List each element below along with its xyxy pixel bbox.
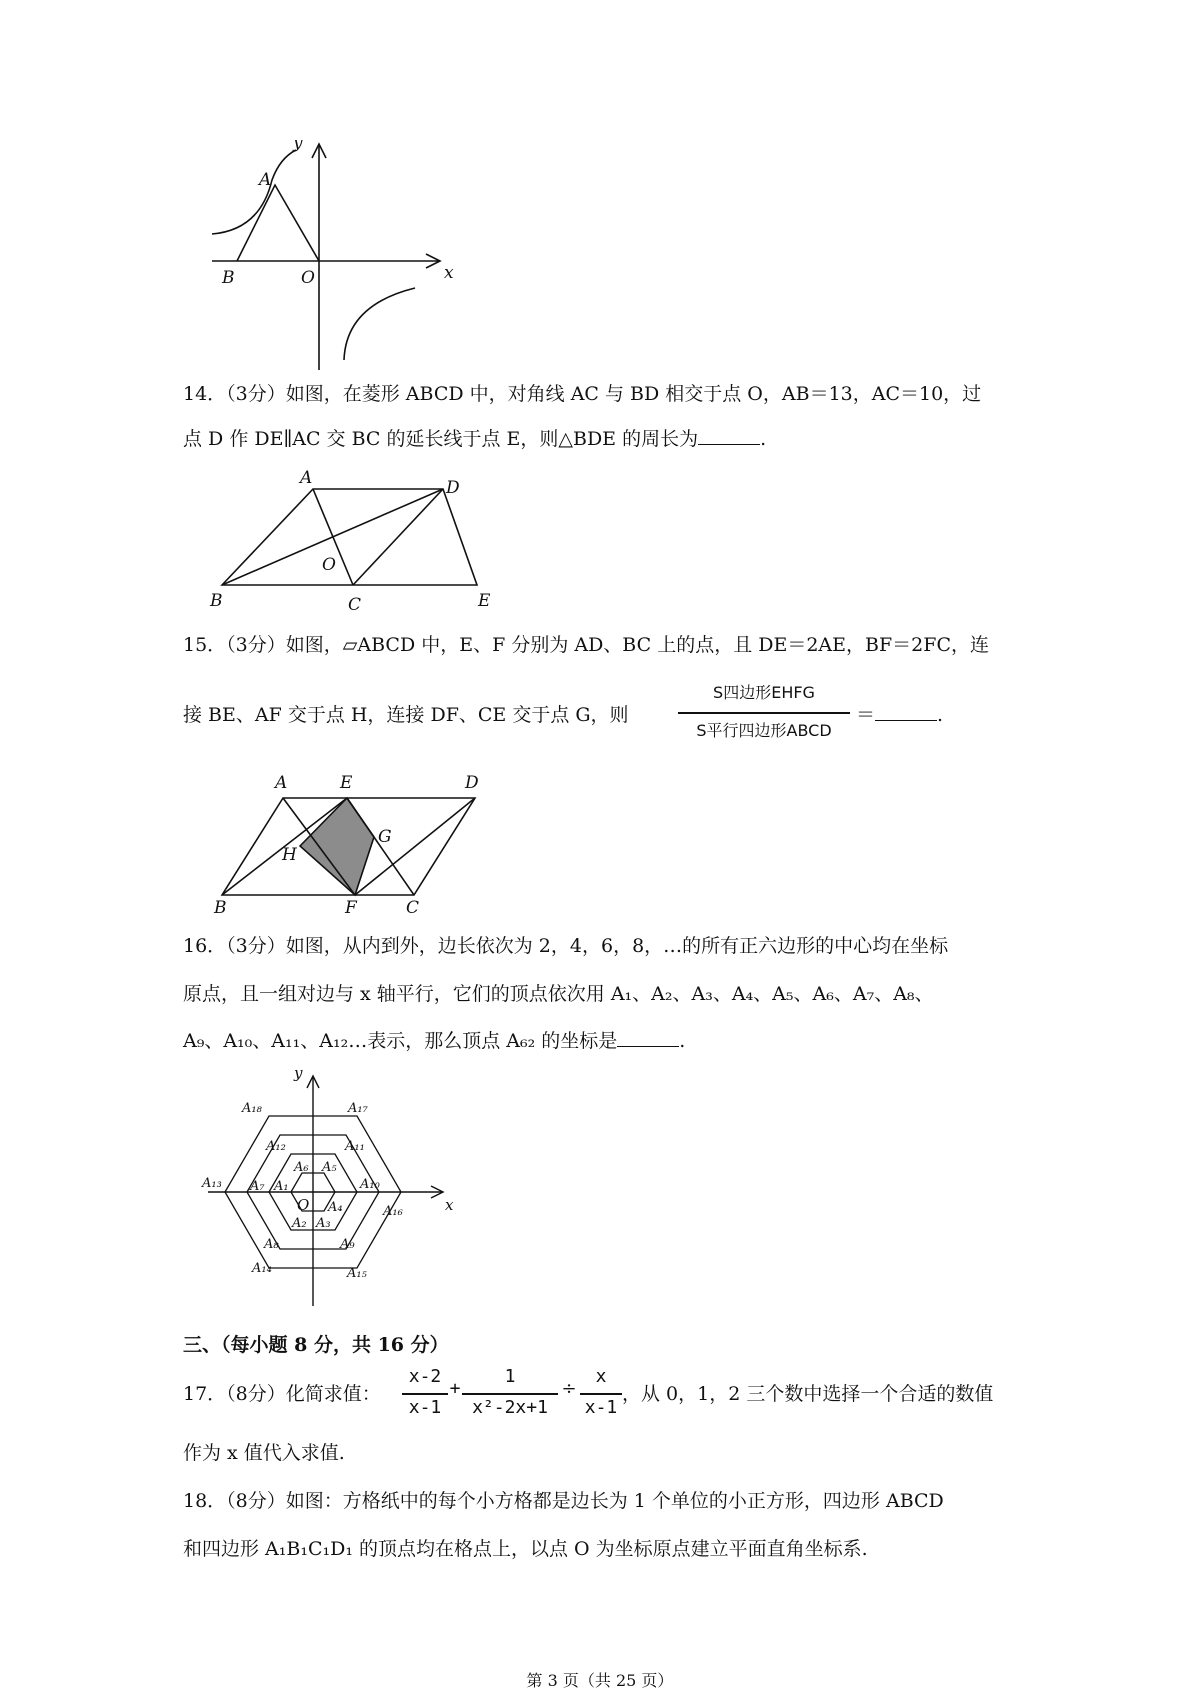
vertex-label-a10: A₁₀ [360, 1177, 380, 1192]
q17-f3-bar [580, 1393, 622, 1395]
point-label-e: E [340, 773, 353, 793]
q14-line-1: 14．（3分）如图，在菱形 ABCD 中，对角线 AC 与 BD 相交于点 O，AB＝13，AC＝10，过 [183, 383, 982, 405]
point-label-d: D [446, 478, 460, 498]
q17-f3-denominator: x-1 [584, 1397, 618, 1418]
point-label-a: A [300, 468, 313, 488]
vertex-label-a3: A₃ [316, 1216, 331, 1231]
vertex-label-a17: A₁₇ [348, 1101, 368, 1116]
vertex-label-a18: A₁₈ [242, 1101, 262, 1116]
vertex-label-a8: A₈ [264, 1237, 279, 1252]
vertex-label-a9: A₉ [340, 1237, 355, 1252]
q15-period: . [937, 704, 944, 726]
vertex-label-a4: A₄ [328, 1200, 343, 1215]
x-axis-label: x [445, 1196, 454, 1214]
point-label-c: C [348, 595, 362, 615]
figure-q13 [200, 140, 460, 370]
section-heading: 三、（每小题 8 分，共 16 分） [183, 1334, 449, 1356]
vertex-label-a16: A₁₆ [383, 1204, 403, 1219]
point-label-b: B [210, 591, 223, 611]
q15-fraction-bar [678, 712, 850, 714]
figure-q15 [200, 770, 500, 920]
q15-answer [856, 701, 943, 729]
q17-prefix: 17．（8分）化简求值： [183, 1383, 381, 1405]
point-label-b: B [222, 268, 235, 288]
point-label-c: C [406, 898, 420, 918]
q17-f1-numerator: x-2 [408, 1366, 442, 1387]
q15-fraction-denominator: S平行四边形ABCD [696, 721, 832, 740]
vertex-label-a5: A₅ [322, 1160, 337, 1175]
page-footer: 第 3 页（共 25 页） [526, 1671, 674, 1690]
vertex-label-a12: A₁₂ [266, 1139, 286, 1154]
point-label-o: O [301, 268, 315, 288]
q15-equals: ＝ [856, 704, 876, 726]
q17-f1-denominator: x-1 [408, 1397, 442, 1418]
q17-plus: + [449, 1378, 461, 1399]
vertex-label-a7: A₇ [250, 1179, 265, 1194]
vertex-label-a14: A₁₄ [252, 1261, 272, 1276]
vertex-label-a1: A₁ [274, 1179, 289, 1194]
figure-q14 [200, 465, 500, 615]
point-label-o: O [322, 555, 336, 575]
point-label-h: H [282, 845, 297, 865]
q17-f2-numerator: 1 [504, 1366, 516, 1387]
vertex-label-a15: A₁₅ [347, 1266, 367, 1281]
origin-label: O [297, 1196, 310, 1214]
y-axis-label: y [293, 140, 303, 153]
point-label-a: A [259, 170, 272, 190]
q18-line-1: 18．（8分）如图：方格纸中的每个小方格都是边长为 1 个单位的小正方形，四边形 ABCD [183, 1490, 944, 1512]
figure-q16 [200, 1070, 460, 1310]
q17-line-2: 作为 x 值代入求值. [183, 1442, 345, 1464]
q17-suffix: ，从 0，1，2 三个数中选择一个合适的数值 [622, 1383, 994, 1405]
point-label-e: E [478, 591, 491, 611]
point-label-g: G [378, 827, 392, 847]
x-axis-label: x [444, 263, 454, 283]
q16-line-2: 原点，且一组对边与 x 轴平行，它们的顶点依次用 A₁、A₂、A₃、A₄、A₅、A₆、A₇、A₈、 [183, 983, 934, 1005]
q14-line-2-text: 点 D 作 DE∥AC 交 BC 的延长线于点 E，则△BDE 的周长为 [183, 428, 699, 450]
vertex-label-a11: A₁₁ [345, 1139, 365, 1154]
point-label-a: A [275, 773, 288, 793]
point-label-b: B [214, 898, 227, 918]
q17-f2-denominator: x²-2x+1 [472, 1397, 548, 1418]
point-label-d: D [465, 773, 479, 793]
y-axis-label: y [294, 1070, 303, 1082]
q17-f1-bar [402, 1393, 448, 1395]
vertex-label-a13: A₁₃ [202, 1176, 222, 1191]
point-label-f: F [345, 898, 357, 918]
q14-period: . [760, 428, 767, 450]
vertex-label-a6: A₆ [294, 1160, 309, 1175]
q18-line-2: 和四边形 A₁B₁C₁D₁ 的顶点均在格点上，以点 O 为坐标原点建立平面直角坐标系. [183, 1538, 868, 1560]
q16-line-3 [183, 1027, 685, 1055]
q17-divide: ÷ [561, 1378, 577, 1399]
answer-blank-q14[interactable] [698, 426, 760, 445]
q16-period: . [679, 1030, 686, 1052]
q17-f3-numerator: x [595, 1366, 607, 1387]
shaded-quadrilateral-ehfg [300, 798, 374, 895]
q15-line-2: 接 BE、AF 交于点 H，连接 DF、CE 交于点 G，则 [183, 704, 629, 726]
q16-line-3-text: A₉、A₁₀、A₁₁、A₁₂…表示，那么顶点 A₆₂ 的坐标是 [183, 1030, 618, 1052]
answer-blank-q16[interactable] [617, 1028, 679, 1047]
q16-line-1: 16．（3分）如图，从内到外，边长依次为 2，4，6，8，…的所有正六边形的中心均在坐标 [183, 935, 949, 957]
vertex-label-a2: A₂ [292, 1216, 307, 1231]
q17-f2-bar [462, 1393, 558, 1395]
q14-line-2 [183, 425, 766, 453]
q15-line-1: 15．（3分）如图，▱ABCD 中，E、F 分别为 AD、BC 上的点，且 DE＝2AE，BF＝2FC，连 [183, 634, 989, 656]
q15-fraction-numerator: S四边形EHFG [713, 683, 815, 702]
answer-blank-q15[interactable] [875, 702, 937, 721]
